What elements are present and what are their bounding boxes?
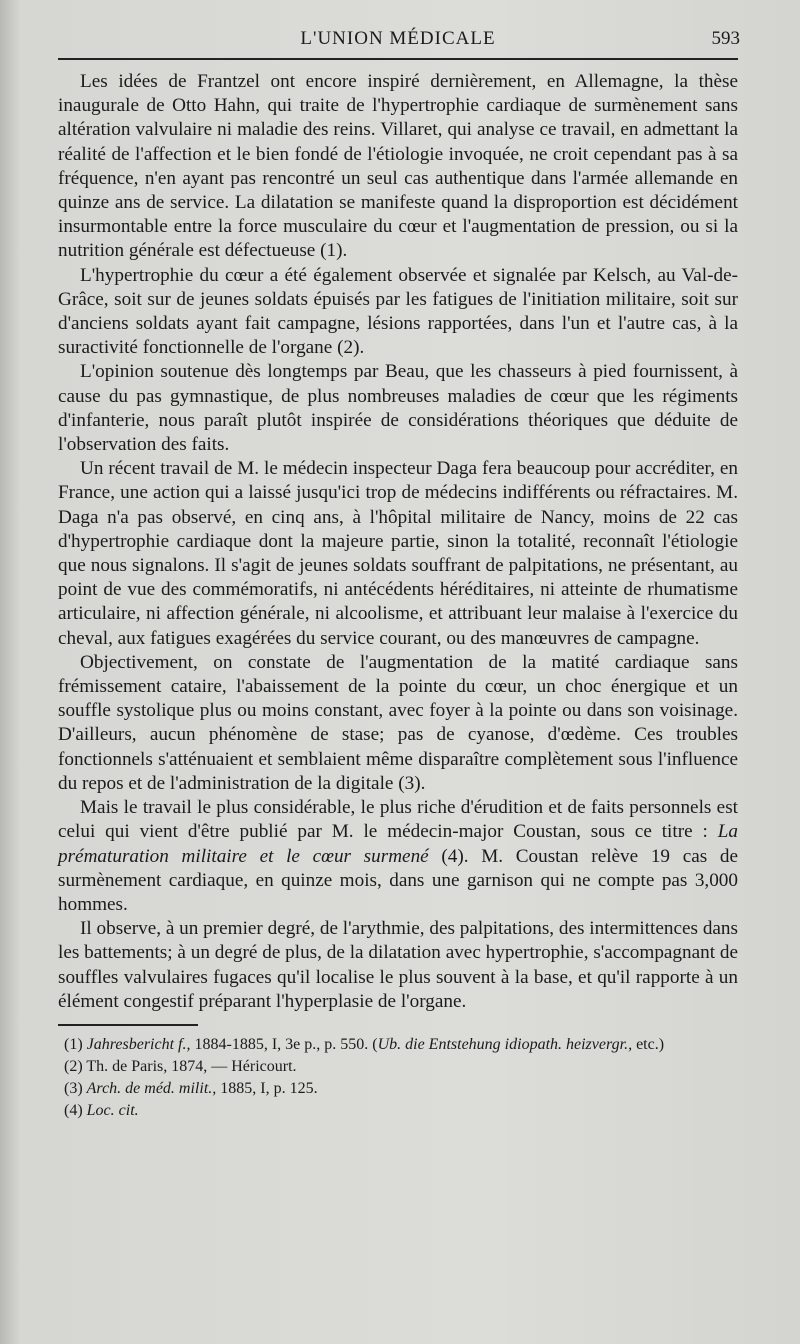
footnote-number: (4) [64, 1101, 83, 1119]
footnote-italic: Arch. de méd. milit., [86, 1079, 217, 1097]
footnote-italic: Loc. cit. [86, 1101, 139, 1119]
paragraph: L'hypertrophie du cœur a été également observée et signalée par Kelsch, au Val-de-Grâce, soit sur de jeunes soldats épuisés par les fatigues de l'initiation militaire, soit sur d'anciens soldats ayant fait campagne, lésions rapportées, dans l'un et l'autre cas, à la suractivité fonctionnelle de l'organe (2). [58, 264, 738, 359]
footnote-text: Th. de Paris, 1874, — Héricourt. [86, 1057, 297, 1075]
page-number: 593 [711, 28, 740, 49]
paragraph: L'opinion soutenue dès longtemps par Beau, que les chasseurs à pied fournissent, à cause du pas gymnastique, de plus nombreuses maladies de cœur que les régiments d'infanterie, nous paraît plutôt inspirée de considérations théoriques que déduite de l'observation des faits. [58, 361, 738, 456]
paragraph: Il observe, à un premier degré, de l'arythmie, des palpitations, des intermittences dans les battements; à un degré de plus, de la dilatation avec hypertrophie, s'accompagnant de souffles valvulaires fugaces qu'il localise le plus souvent à la base, et qu'il rapporte à un élément congestif préparant l'hyperplasie de l'organe. [58, 918, 738, 1012]
paragraph: Objectivement, on constate de l'augmentation de la matité cardiaque sans frémissement cataire, l'abaissement de la pointe du cœur, un choc énergique et un souffle systolique plus ou moins constant, avec foyer à la pointe ou dans son voisinage. D'ailleurs, aucun phénomène de stase; pas de cyanose, d'œdème. Ces troubles fonctionnels s'atténuaient et semblaient même disparaître complètement sous l'influence du repos et de l'administration de la digitale (3). [58, 651, 738, 794]
footnote-number: (1) [64, 1035, 83, 1053]
footnote-italic: Ub. die Entstehung idiopath. heizvergr., [377, 1035, 633, 1053]
paragraph: Les idées de Frantzel ont encore inspiré dernièrement, en Allemagne, la thèse inaugurale de Otto Hahn, qui traite de l'hypertrophie cardiaque de surmènement sans altération valvulaire ni maladie des reins. Villaret, qui analyse ce travail, en admettant la réalité de l'affection et le bien fondé de l'étiologie invoquée, ne croit cependant pas à sa fréquence, n'en ayant pas rencontré un seul cas authentique dans l'armée allemande en quinze ans de service. La dilatation se manifeste quand la disproportion est décidément insurmontable entre la force musculaire du cœur et l'augmentation de pression, ou si la nutrition générale est défectueuse (1). [58, 71, 738, 262]
footnote [58, 1100, 738, 1122]
paragraph: Un récent travail de M. le médecin inspecteur Daga fera beaucoup pour accréditer, en France, une action qui a laissé jusqu'ici trop de médecins indifférents ou réfractaires. M. Daga n'a pas observé, en cinq ans, à l'hôpital militaire de Nancy, moins de 22 cas d'hypertrophie cardiaque dont la majeure partie, sinon la totalité, reconnaît l'étiologie que nous signalons. Il s'agit de jeunes soldats souffrant de palpitations, ne présentant, au point de vue des commémoratifs, ni antécédents héréditaires, ni atteinte de rhumatisme articulaire, ni affection générale, ni alcoolisme, et attribuant leur malaise à l'exercice du cheval, aux fatigues exagérées du service courant, ou des manœuvres de campagne. [58, 458, 738, 649]
footnote-number: (3) [64, 1079, 83, 1097]
work-title: La prématuration militaire et le cœur surmené [58, 821, 738, 867]
footnote [58, 1056, 738, 1078]
footnotes [58, 1034, 738, 1122]
paragraph-text: (4). M. Coustan relève 19 cas de surmènement cardiaque, en quinze mois, dans une garnison qui ne compte pas 3,000 hommes. [58, 845, 738, 915]
footnote [58, 1034, 738, 1056]
page-header [58, 22, 738, 60]
footnote-text: 1885, I, p. 125. [216, 1079, 318, 1097]
running-title: L'UNION MÉDICALE [300, 28, 496, 49]
footnote-text: 1884-1885, I, 3e p., p. 550. ( [190, 1035, 378, 1053]
paragraph-text: Mais le travail le plus considérable, le plus riche d'érudition et de faits personnels est celui qui vient d'être publié par M. le médecin-major Coustan, sous ce titre : [58, 797, 738, 843]
footnote-divider [58, 1024, 198, 1026]
footnote [58, 1078, 738, 1100]
footnote-text: etc.) [632, 1035, 665, 1053]
footnote-italic: Jahresbericht f., [86, 1035, 191, 1053]
footnote-number: (2) [64, 1057, 83, 1075]
paragraph [58, 796, 738, 917]
body-text [58, 70, 738, 1014]
